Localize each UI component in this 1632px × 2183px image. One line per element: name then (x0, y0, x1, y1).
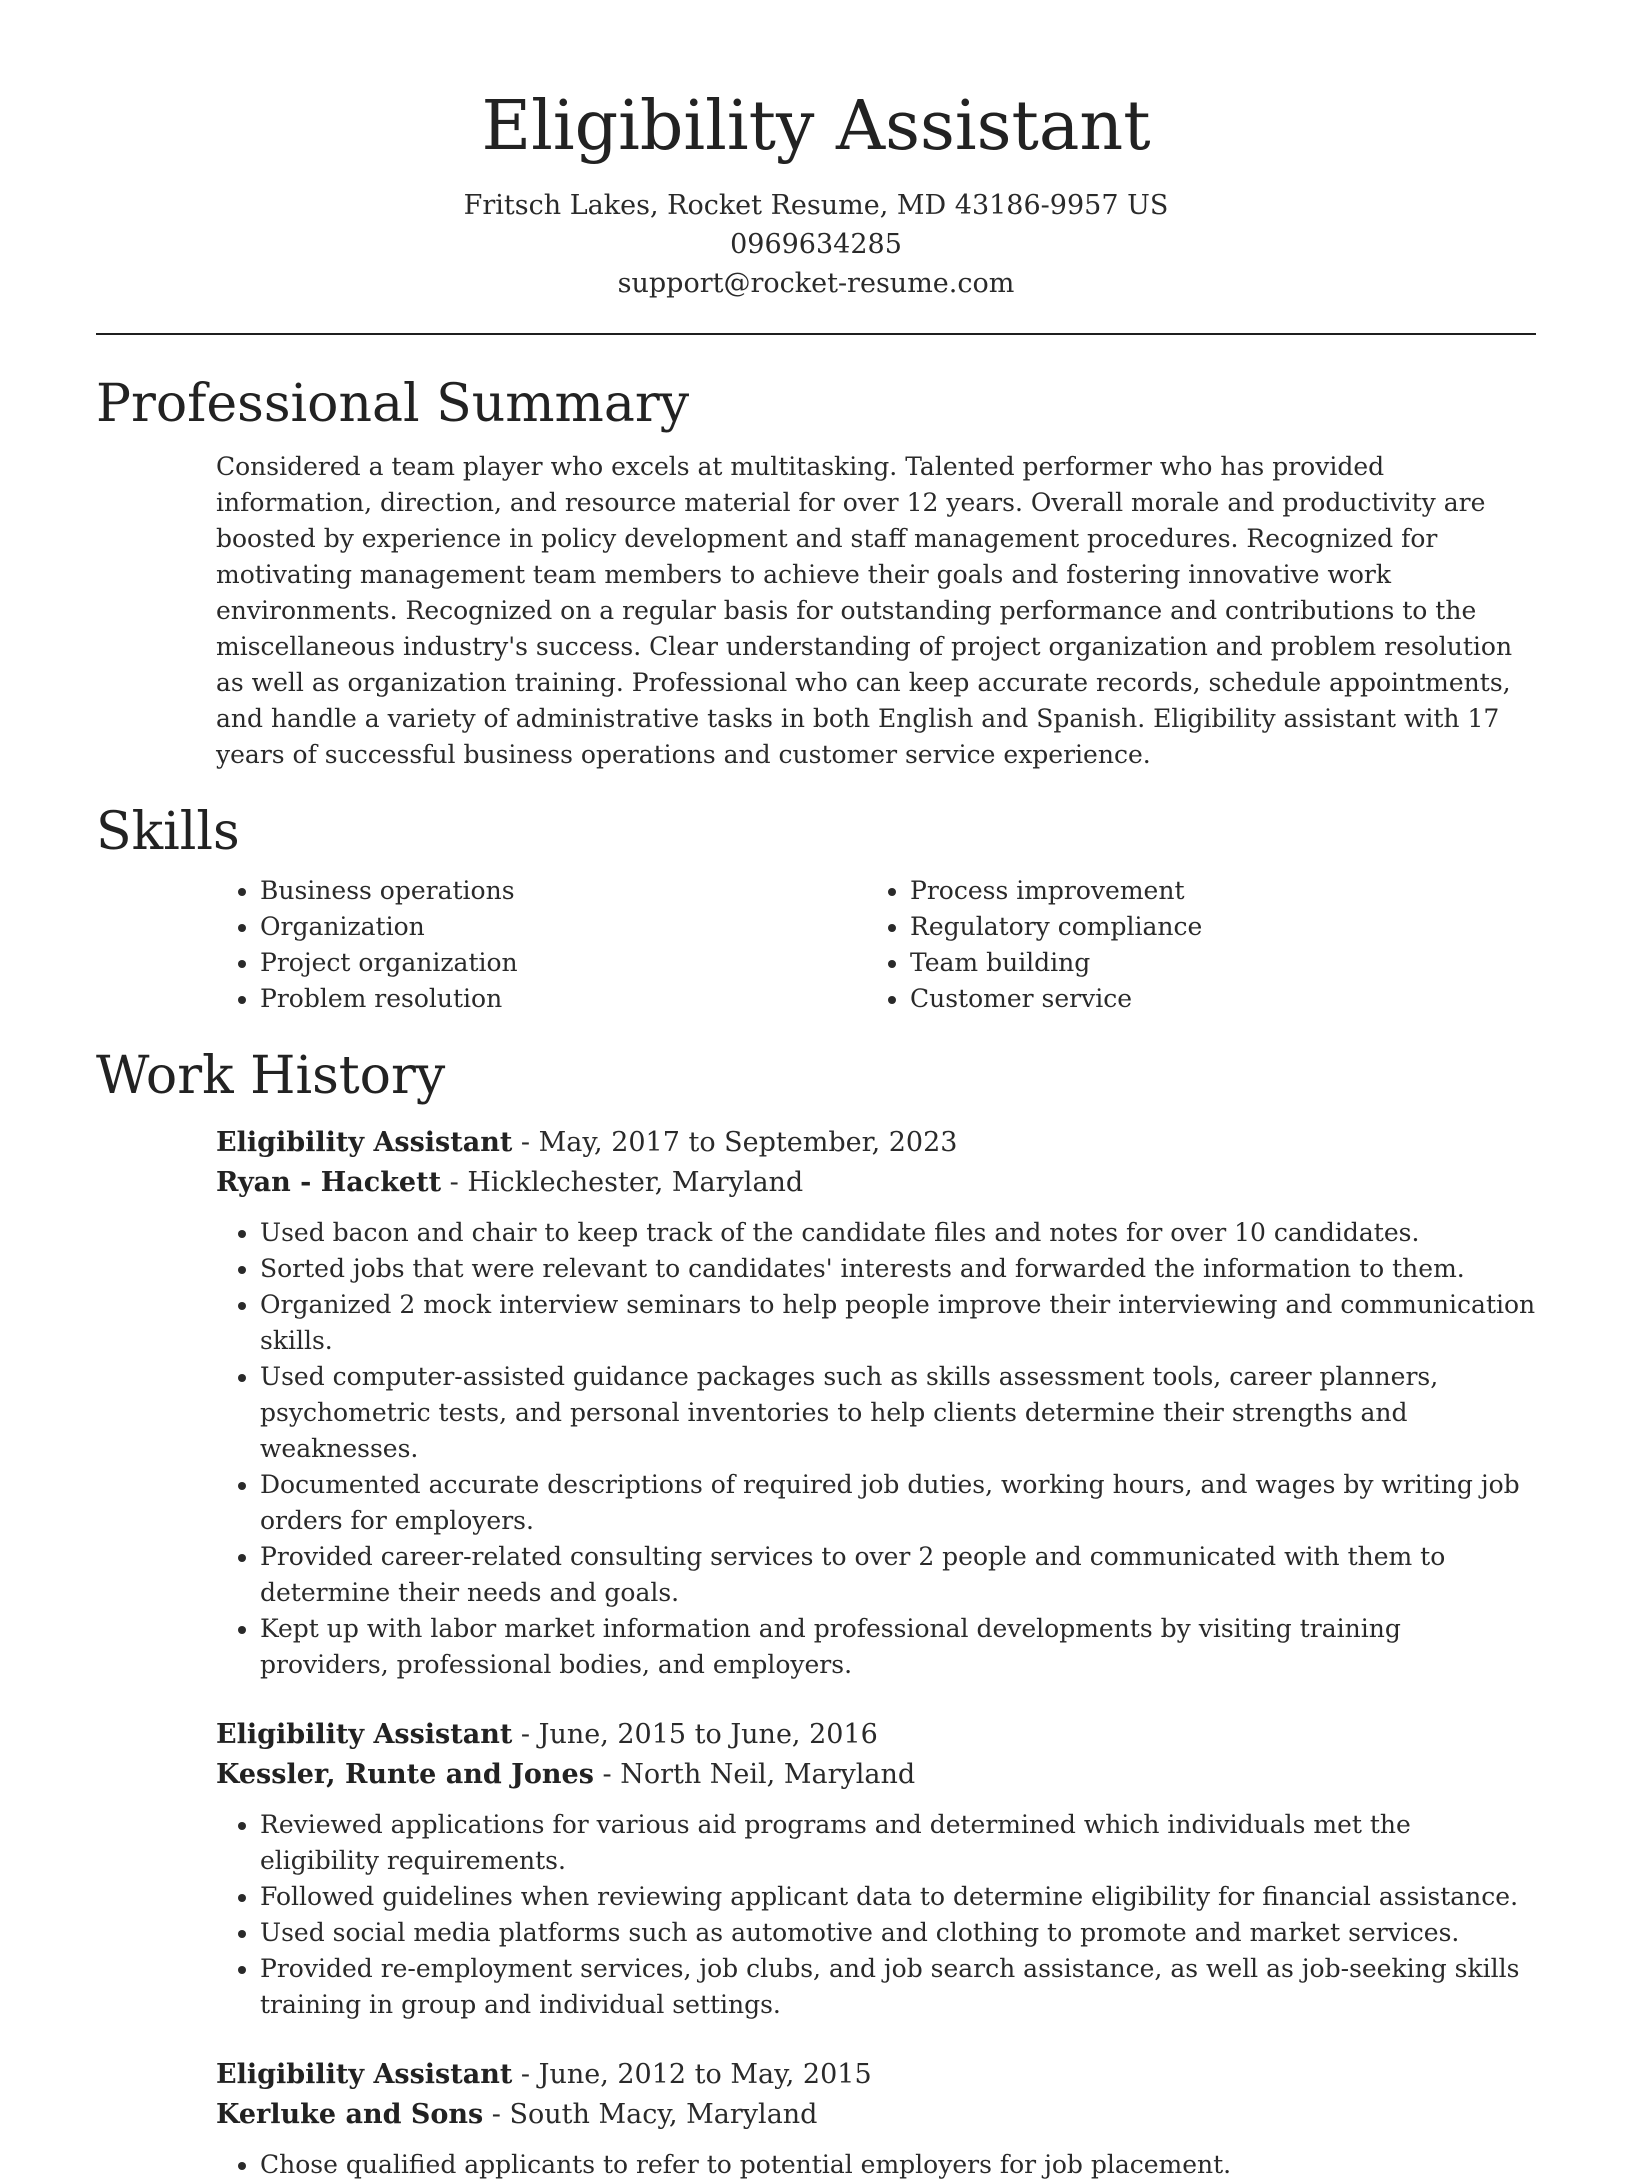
job-bullet: • Used computer-assisted guidance packages such as skills assessment tools, career planners, psychometric tests, and personal inventories to help clients determine their strengths and weaknesses. (260, 1359, 1536, 1467)
job-title-line (216, 1715, 1536, 1755)
job-bullet: • Reviewed applications for various aid programs and determined which individuals met the eligibility requirements. (260, 1807, 1536, 1879)
job-bullet: • Chose qualified applicants to refer to potential employers for job placement. (260, 2147, 1536, 2183)
job-location: - Hicklechester, Maryland (441, 1167, 804, 1198)
job-bullets (216, 1807, 1536, 2023)
skill-item: • Process improvement (910, 873, 1516, 909)
job-title-line (216, 2055, 1536, 2095)
job-dates: - May, 2017 to September, 2023 (512, 1127, 958, 1158)
skills-heading: Skills (96, 802, 240, 862)
skill-item: • Organization (260, 909, 866, 945)
job-company-line (216, 2095, 1536, 2135)
job-bullet: • Followed guidelines when reviewing applicant data to determine eligibility for financial assistance. (260, 1879, 1536, 1915)
phone-number: 0969634285 (730, 229, 902, 260)
skill-item: • Team building (910, 945, 1516, 981)
skill-item: • Customer service (910, 981, 1516, 1017)
work-history-heading: Work History (96, 1046, 446, 1106)
summary-heading: Professional Summary (96, 374, 690, 434)
job-bullet: • Sorted jobs that were relevant to candidates' interests and forwarded the information to them. (260, 1251, 1536, 1287)
job-bullet: • Provided re-employment services, job clubs, and job search assistance, as well as job-seeking skills training in group and individual settings. (260, 1951, 1536, 2023)
job-company-line (216, 1163, 1536, 1203)
job-company-line (216, 1755, 1536, 1795)
job-bullet: • Used social media platforms such as automotive and clothing to promote and market services. (260, 1915, 1536, 1951)
address: Fritsch Lakes, Rocket Resume, MD 43186-9957 US (463, 190, 1169, 221)
job-company: Kerluke and Sons (216, 2099, 484, 2130)
job-bullets (216, 2147, 1536, 2183)
skills-list (216, 873, 1536, 1017)
job-dates: - June, 2012 to May, 2015 (512, 2059, 872, 2090)
skills-column-right (866, 873, 1516, 1017)
skill-item: • Business operations (260, 873, 866, 909)
job-company: Ryan - Hackett (216, 1167, 442, 1198)
header-divider (96, 333, 1536, 335)
job-role: Eligibility Assistant (216, 1127, 513, 1158)
email-address: support@rocket-resume.com (617, 268, 1015, 299)
job-location: - South Macy, Maryland (483, 2099, 818, 2130)
candidate-name: Eligibility Assistant (481, 87, 1151, 166)
job-dates: - June, 2015 to June, 2016 (512, 1719, 878, 1750)
job-company: Kessler, Runte and Jones (216, 1759, 594, 1790)
job-bullet: • Used bacon and chair to keep track of the candidate files and notes for over 10 candidates. (260, 1215, 1536, 1251)
job-title-line (216, 1123, 1536, 1163)
job-bullet: • Kept up with labor market information and professional developments by visiting training providers, professional bodies, and employers. (260, 1611, 1536, 1683)
job-bullets (216, 1215, 1536, 1683)
job-role: Eligibility Assistant (216, 1719, 513, 1750)
skill-item: • Project organization (260, 945, 866, 981)
job-role: Eligibility Assistant (216, 2059, 513, 2090)
resume-page (96, 0, 1536, 2183)
job-entry (216, 2055, 1536, 2183)
skills-column-left (216, 873, 866, 1017)
job-location: - North Neil, Maryland (593, 1759, 916, 1790)
job-bullet: • Provided career-related consulting services to over 2 people and communicated with them to determine their needs and goals. (260, 1539, 1536, 1611)
skill-item: • Problem resolution (260, 981, 866, 1017)
job-bullet: • Documented accurate descriptions of required job duties, working hours, and wages by writing job orders for employers. (260, 1467, 1536, 1539)
job-entry (216, 1715, 1536, 2023)
job-bullet: • Organized 2 mock interview seminars to help people improve their interviewing and communication skills. (260, 1287, 1536, 1359)
skill-item: • Regulatory compliance (910, 909, 1516, 945)
resume-header (96, 0, 1536, 303)
job-entry (216, 1123, 1536, 1683)
summary-text: Considered a team player who excels at multitasking. Talented performer who has provided information, direction, and resource material for over 12 years. Overall morale and productivity are boosted by experience in policy development and staff management procedures. Recognized for motivating management team members to achieve their goals and fostering innovative work environments. Recognized on a regular basis for outstanding performance and contributions to the miscellaneous industry's success. Clear understanding of project organization and problem resolution as well as organization training. Professional who can keep accurate records, schedule appointments, and handle a variety of administrative tasks in both English and Spanish. Eligibility assistant with 17 years of successful business operations and customer service experience. (216, 452, 1513, 769)
